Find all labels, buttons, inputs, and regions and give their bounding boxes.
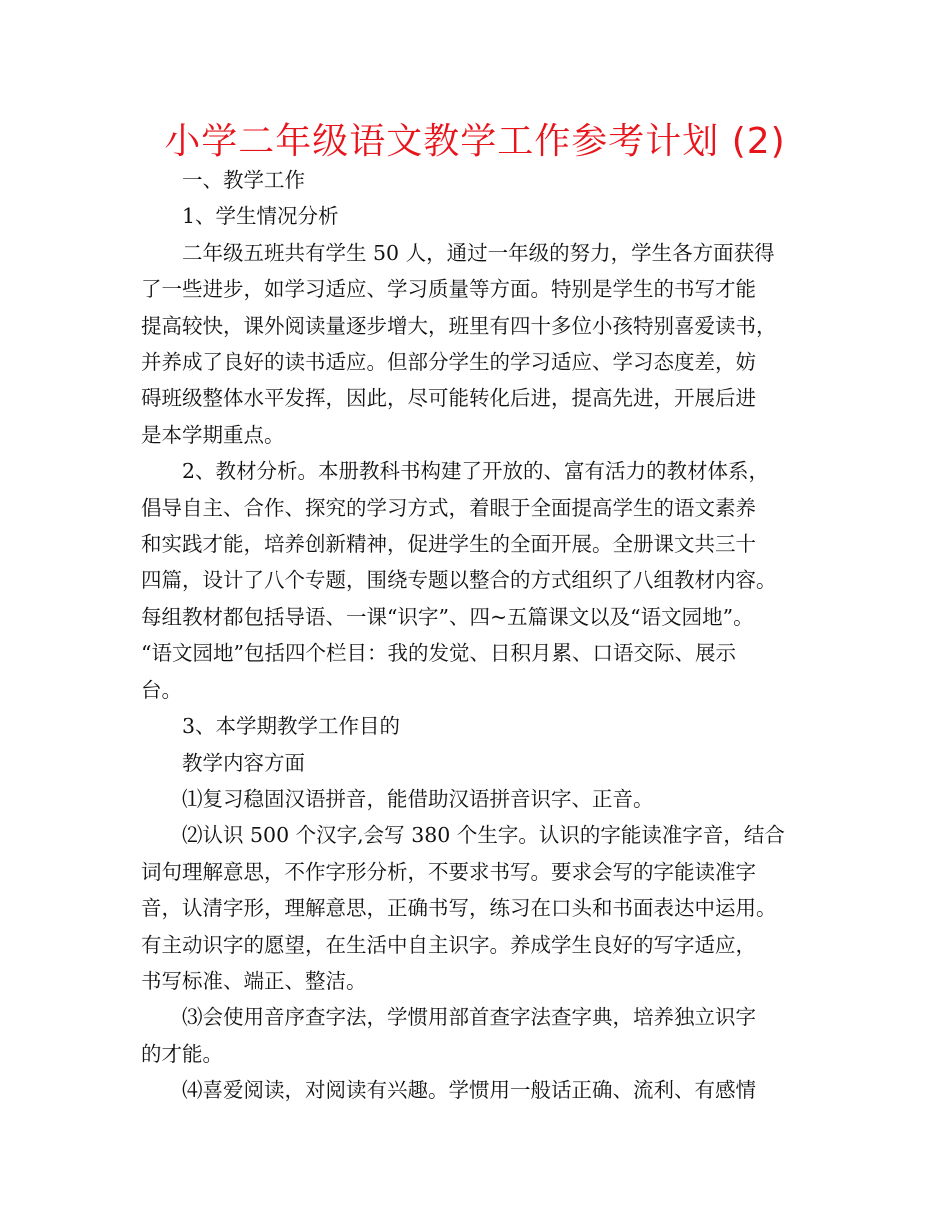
text-line: 并养成了良好的读书适应。但部分学生的学习适应、学习态度差，妨 <box>141 350 756 375</box>
text-line: 是本学期重点。 <box>141 422 285 447</box>
paragraph-goal-2 <box>141 817 821 999</box>
paragraph-goal-4 <box>141 1072 821 1108</box>
text-line: 3、本学期教学工作目的 <box>182 714 401 739</box>
text-line: ⑷喜爱阅读，对阅读有兴趣。学惯用一般话正确、流利、有感情 <box>182 1078 756 1103</box>
paragraph-subheading-student-analysis <box>141 198 821 234</box>
text-line: 书写标准、端正、整洁。 <box>141 968 367 993</box>
text-line: ⑴复习稳固汉语拼音，能借助汉语拼音识字、正音。 <box>182 786 654 811</box>
text-line: 有主动识字的愿望，在生活中自主识字。养成学生良好的写字适应， <box>141 932 756 957</box>
text-line: 2、教材分析。本册教科书构建了开放的、富有活力的教材体系， <box>182 459 770 484</box>
document-title: 小学二年级语文教学工作参考计划 (2) <box>164 121 786 162</box>
text-line: “语文园地”包括四个栏目：我的发觉、日积月累、口语交际、展示 <box>141 641 736 666</box>
text-line: 提高较快，课外阅读量逐步增大，班里有四十多位小孩特别喜爱读书， <box>141 313 777 338</box>
paragraph-textbook-analysis <box>141 453 821 708</box>
document-body <box>141 162 821 1109</box>
text-line: 词句理解意思，不作字形分析，不要求书写。要求会写的字能读准字 <box>141 859 756 884</box>
text-line: 台。 <box>141 677 182 702</box>
text-line: 音，认清字形，理解意思，正确书写，练习在口头和书面表达中运用。 <box>141 896 777 921</box>
text-line: 每组教材都包括导语、一课“识字”、四~五篇课文以及“语文园地”。 <box>141 604 754 629</box>
text-line: 四篇，设计了八个专题，围绕专题以整合的方式组织了八组教材内容。 <box>141 568 777 593</box>
paragraph-subheading-goals <box>141 708 821 744</box>
paragraph-goal-3 <box>141 999 821 1072</box>
text-line: 碍班级整体水平发挥，因此，尽可能转化后进，提高先进，开展后进 <box>141 386 756 411</box>
text-line: 倡导自主、合作、探究的学习方式，着眼于全面提高学生的语文素养 <box>141 495 756 520</box>
text-line: ⑵认识 500 个汉字,会写 380 个生字。认识的字能读准字音，结合 <box>182 823 785 848</box>
text-line: 二年级五班共有学生 50 人，通过一年级的努力，学生各方面获得 <box>182 240 775 265</box>
paragraph-subheading-content <box>141 745 821 781</box>
text-line: 教学内容方面 <box>182 750 305 775</box>
text-line: 的才能。 <box>141 1041 223 1066</box>
paragraph-student-analysis <box>141 235 821 453</box>
paragraph-section-heading <box>141 162 821 198</box>
text-line: 和实践才能，培养创新精神，促进学生的全面开展。全册课文共三十 <box>141 532 756 557</box>
text-line: ⑶会使用音序查字法，学惯用部首查字法查字典，培养独立识字 <box>182 1005 756 1030</box>
text-line: 1、学生情况分析 <box>182 204 339 229</box>
text-line: 一、教学工作 <box>182 168 305 192</box>
text-line: 了一些进步，如学习适应、学习质量等方面。特别是学生的书写才能 <box>141 277 756 302</box>
paragraph-goal-1 <box>141 781 821 817</box>
